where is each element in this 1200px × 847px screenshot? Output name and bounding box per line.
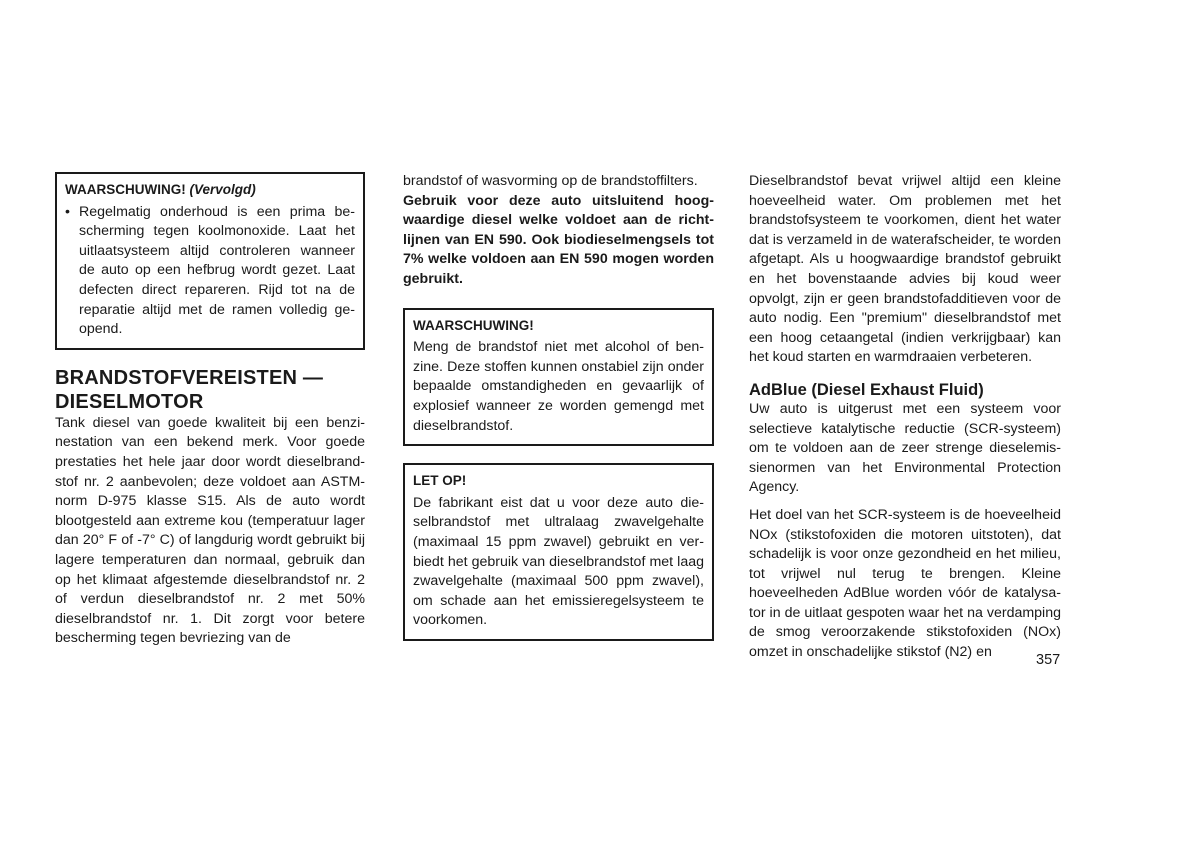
column-right bbox=[749, 172, 1061, 663]
section-heading-line2: DIESELMOTOR bbox=[55, 390, 204, 413]
fuel-filter-text: brandstof of wasvorming op de brandstoffilters. bbox=[403, 173, 698, 189]
warning-box-continued bbox=[55, 172, 365, 350]
warning-alcohol-title: WAARSCHUWING! bbox=[413, 317, 534, 333]
scr-system-paragraph: Uw auto is uitgerust met een systeem voor selectieve katalytische reductie (SCR-systeem) om te voldoen aan de zeer strenge dieselemissienormen van het Environmental Protection Agency. bbox=[749, 400, 1061, 496]
en590-requirement: Gebruik voor deze auto uitsluitend hoogwaardige diesel welke voldoet aan de richtlijnen van EN 590. Ook biodieselmengsels tot 7% welke voldoen aan EN 590 mogen worden gebruikt. bbox=[403, 192, 714, 287]
continued-label: (Vervolgd) bbox=[189, 182, 256, 197]
column-middle bbox=[403, 172, 714, 641]
caution-title: LET OP! bbox=[413, 473, 467, 489]
diesel-fuel-paragraph: Tank diesel van goede kwaliteit bij een benzinestation van een bekend merk. Voor goede prestaties het hele jaar door wordt dieselbrandstof nr. 2 aanbevolen; deze voldoet aan ASTM-norm D-975 klasse S15. Als de auto wordt blootgesteld aan extreme kou (temperatuur lager dan 20° F of -7° C) of langdurig wordt gebruikt bij lagere temperaturen dan normaal, gebruik dan op het klimaat afgestemde dieselbrandstof nr. 2 of verdun dieselbrandstof nr. 2 met 50% dieselbrandstof nr. 1. Dit zorgt voor betere bescherming tegen bevriezing van de bbox=[55, 414, 365, 647]
bullet-icon: • bbox=[65, 203, 70, 220]
section-heading bbox=[55, 366, 365, 414]
scr-purpose-paragraph: Het doel van het SCR-systeem is de hoeveelheid NOx (stikstofoxiden die motoren uitstoten), dat schadelijk is voor onze gezondheid en het milieu, tot vrijwel nul terug te brengen. Kleine hoeveelheden AdBlue worden vóór de katalysator in de uitlaat gespoten waar het na verdamping de smog veroorzakende stikstofoxiden (NOx) omzet in onschadelijke stikstof (N2) en bbox=[749, 506, 1061, 661]
warning-bullet bbox=[65, 203, 355, 340]
section-heading-line1: BRANDSTOFVEREISTEN — bbox=[55, 366, 324, 389]
caution-box bbox=[403, 463, 714, 641]
column-left bbox=[55, 172, 365, 649]
warning-box-alcohol bbox=[403, 308, 714, 447]
caution-text: De fabrikant eist dat u voor deze auto dieselbrandstof met ultralaag zwavelgehalte (maximaal 15 ppm zwavel) gebruikt en verbiedt het gebruik van dieselbrandstof met laag zwavelgehalte (maximaal 500 ppm zwavel), om schade aan het emissieregelsysteem te voorkomen. bbox=[413, 494, 704, 629]
warning-alcohol-text: Meng de brandstof niet met alcohol of benzine. Deze stoffen kunnen onstabiel zijn onder bepaalde omstandigheden en gevaarlijk of explosief wanneer ze worden gemengd met dieselbrandstof. bbox=[413, 339, 704, 434]
page-number: 357 bbox=[1036, 652, 1061, 668]
warning-bullet-text: Regelmatig onderhoud is een prima bescherming tegen koolmonoxide. Laat het uitlaatsysteem altijd controleren wanneer de auto op een hefbrug wordt gezet. Laat defecten direct repareren. Rijd tot na de reparatie altijd met de ramen volledig geopend. bbox=[79, 203, 355, 338]
adblue-heading: AdBlue (Diesel Exhaust Fluid) bbox=[749, 380, 984, 399]
warning-title: WAARSCHUWING! (Vervolgd) bbox=[65, 182, 256, 197]
water-in-fuel-paragraph: Dieselbrandstof bevat vrijwel altijd een kleine hoeveelheid water. Om problemen met het brandstofsysteem te voorkomen, dient het water dat is verzameld in de waterafscheider, te worden afgetapt. Als u hoogwaardige brandstof gebruikt en het bovenstaande advies bij koud weer opvolgt, zijn er geen brandstofadditieven voor de auto nodig. Een "premium" dieselbrandstof met een hoog cetaangetal (indien verkrijgbaar) kan het koud starten en warmdraaien verbeteren. bbox=[749, 173, 1061, 366]
